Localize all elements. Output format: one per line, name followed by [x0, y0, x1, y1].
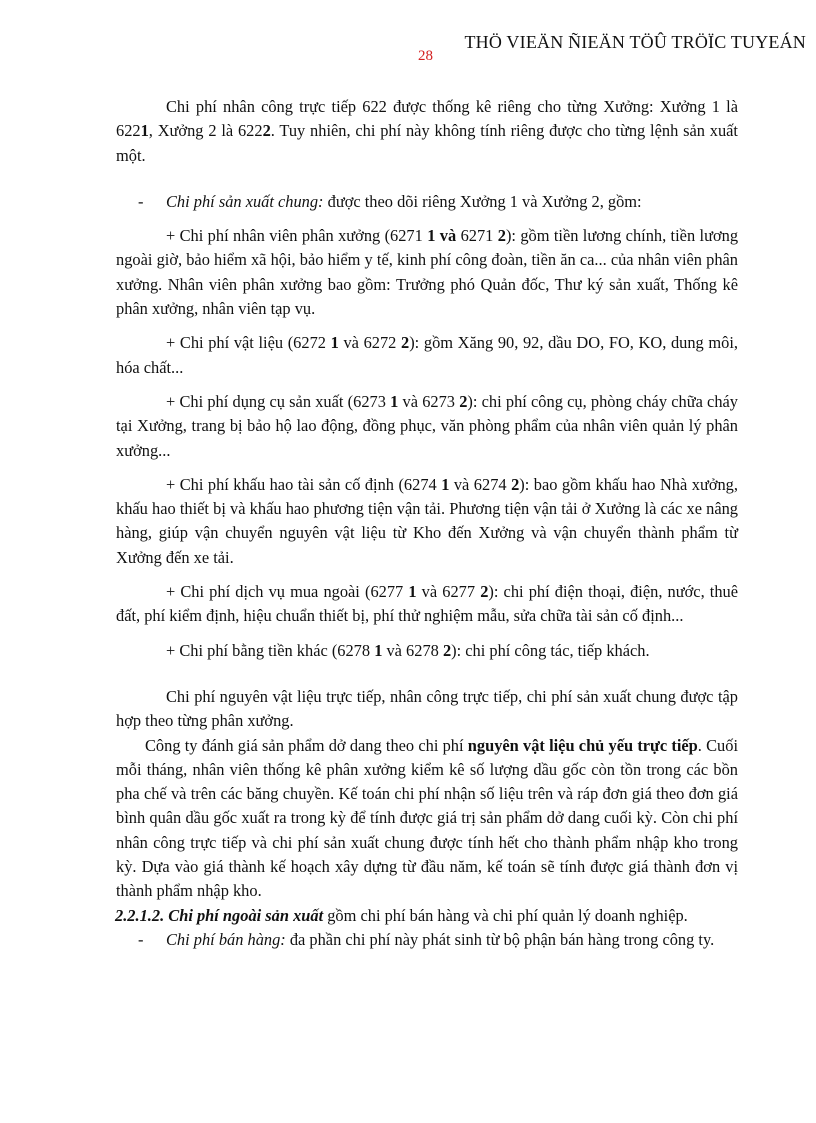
text-run: ): gồm Xăng 90, 92, dầu DO, FO, KO, dung môi, hóa chất... [116, 333, 738, 377]
spacer [116, 663, 738, 685]
bold-run: 2 [442, 640, 452, 660]
text-run: ): chi phí điện thoại, điện, nước, thuê đất, phí kiểm định, hiệu chuẩn thiết bị, phí thử nghiệm mẫu, sửa chữa tài sản cố định... [116, 582, 739, 626]
spacer [116, 168, 738, 190]
text-run: + Chi phí dịch vụ mua ngoài (6277 [166, 582, 409, 602]
bold-run: 1 [390, 391, 399, 411]
bold-run: 1 [374, 640, 383, 660]
bold-run: 2 [480, 582, 489, 602]
bold-run: 2 [511, 474, 520, 494]
text-run: và 6278 [382, 640, 443, 660]
bold-run: 2 [459, 391, 468, 411]
paragraph-cost-collection: Chi phí nguyên vật liệu trực tiếp, nhân công trực tiếp, chi phí sản xuất chung được tập hợp theo từng phân xưởng. [116, 686, 738, 731]
text-run: , Xưởng 2 là 622 [148, 121, 263, 141]
text-run: và 6272 [338, 333, 402, 353]
section-non-production-costs [115, 904, 738, 928]
spacer [116, 629, 738, 639]
bold-run: 2 [262, 121, 271, 141]
text-run: + Chi phí bằng tiền khác (6278 [166, 640, 375, 660]
sub-item-other-cash-costs [116, 639, 738, 663]
bold-run: nguyên vật liệu chủ yếu trực tiếp [467, 735, 698, 755]
text-run: ): chi phí công cụ, phòng cháy chữa cháy tại Xưởng, trang bị bảo hộ lao động, đồng phục, văn phòng phẩm của nhân viên quản lý phân xưởng... [116, 391, 739, 460]
bold-run: 1 [408, 582, 417, 602]
bold-run: 1 [140, 121, 149, 141]
spacer [116, 380, 738, 390]
text-run: + Chi phí dụng cụ sản xuất (6273 [166, 391, 391, 411]
text-run: + Chi phí nhân viên phân xưởng (6271 [166, 226, 428, 246]
sub-item-tools [116, 390, 738, 463]
bold-run: 1 [330, 333, 339, 353]
page-number: 28 [418, 48, 433, 64]
page-body [116, 95, 738, 952]
bold-run: 2 [497, 226, 506, 246]
text-run: và 6277 [416, 582, 481, 602]
list-item-text [166, 928, 738, 952]
section-heading: 2.2.1.2. Chi phí ngoài sản xuất [115, 905, 324, 925]
text-run: đa phần chi phí này phát sinh từ bộ phận bán hàng trong công ty. [285, 929, 715, 949]
paragraph-direct-labor [116, 95, 738, 168]
text-run: 6271 [456, 226, 498, 246]
text-run: . Tuy nhiên, chi phí này không tính riêng được cho từng lệnh sản xuất một. [116, 121, 738, 165]
sub-item-staff-costs [116, 224, 738, 321]
sub-item-outsourced-services [116, 580, 738, 629]
spacer [116, 570, 738, 580]
list-item-text [166, 190, 738, 214]
text-run: ): gồm tiền lương chính, tiền lương ngoài giờ, bảo hiểm xã hội, bảo hiểm y tế, kinh phí công đoàn, tiền ăn ca... của nhân viên phân xưởng. Nhân viên phân xưởng bao gồm: Trưởng phó Quản đốc, Thư ký sản xuất, Thống kê phân xưởng, nhân viên tạp vụ. [116, 226, 739, 319]
spacer [116, 214, 738, 224]
spacer [116, 321, 738, 331]
dash-marker: - [138, 929, 144, 949]
spacer [116, 463, 738, 473]
text-run: được theo dõi riêng Xưởng 1 và Xưởng 2, gồm: [323, 191, 642, 211]
dash-marker: - [138, 191, 144, 211]
italic-label: Chi phí bán hàng: [166, 929, 286, 949]
italic-label: Chi phí sản xuất chung: [166, 191, 324, 211]
bold-run: 2 [401, 333, 410, 353]
text-run: gồm chi phí bán hàng và chi phí quản lý doanh nghiệp. [323, 905, 688, 925]
text-run: ): chi phí công tác, tiếp khách. [451, 640, 650, 660]
text-run: Chi phí nhân công trực tiếp 622 được thống kê riêng cho từng Xưởng: Xưởng 1 là 622 [116, 97, 738, 141]
paragraph-wip-valuation [116, 734, 738, 904]
sub-item-materials [116, 331, 738, 380]
text-run: và 6274 [449, 474, 512, 494]
list-item-general-costs [138, 190, 738, 214]
text-run: Công ty đánh giá sản phẩm dở dang theo chi phí [145, 735, 468, 755]
library-header: THÖ VIEÄN ÑIEÄN TÖÛ TRÖÏC TUYEÁN [464, 32, 806, 52]
bold-run: 1 và [427, 226, 457, 246]
text-run: + Chi phí vật liệu (6272 [166, 333, 331, 353]
text-run: và 6273 [398, 391, 460, 411]
sub-item-depreciation [116, 473, 738, 570]
bold-run: 1 [441, 474, 450, 494]
text-run: . Cuối mỗi tháng, nhân viên thống kê phân xưởng kiểm kê số lượng dầu gốc còn tồn trong các bồn pha chế và trên các băng chuyền. Kế toán chi phí nhận số liệu trên và ráp đơn giá theo đơn giá bình quân dầu gốc xuất ra trong kỳ để tính được giá trị sản phẩm dở dang cuối kỳ. Còn chi phí nhân công trực tiếp và chi phí sản xuất chung được tính hết cho thành phẩm nhập kho trong kỳ. Dựa vào giá thành kế hoạch xây dựng từ đầu năm, kế toán sẽ tính được giá thành đơn vị thành phẩm nhập kho. [116, 735, 738, 901]
text-run: ): bao gồm khấu hao Nhà xưởng, khấu hao thiết bị và khấu hao phương tiện vận tải. Phương tiện vận tải ở Xưởng là các xe nâng hàng, giúp vận chuyển nguyên vật liệu từ Kho đến Xưởng và vận chuyển thành phẩm từ Xưởng đến xe tải. [116, 474, 738, 567]
list-item-selling-costs [138, 928, 738, 952]
text-run: + Chi phí khấu hao tài sản cố định (6274 [166, 474, 442, 494]
